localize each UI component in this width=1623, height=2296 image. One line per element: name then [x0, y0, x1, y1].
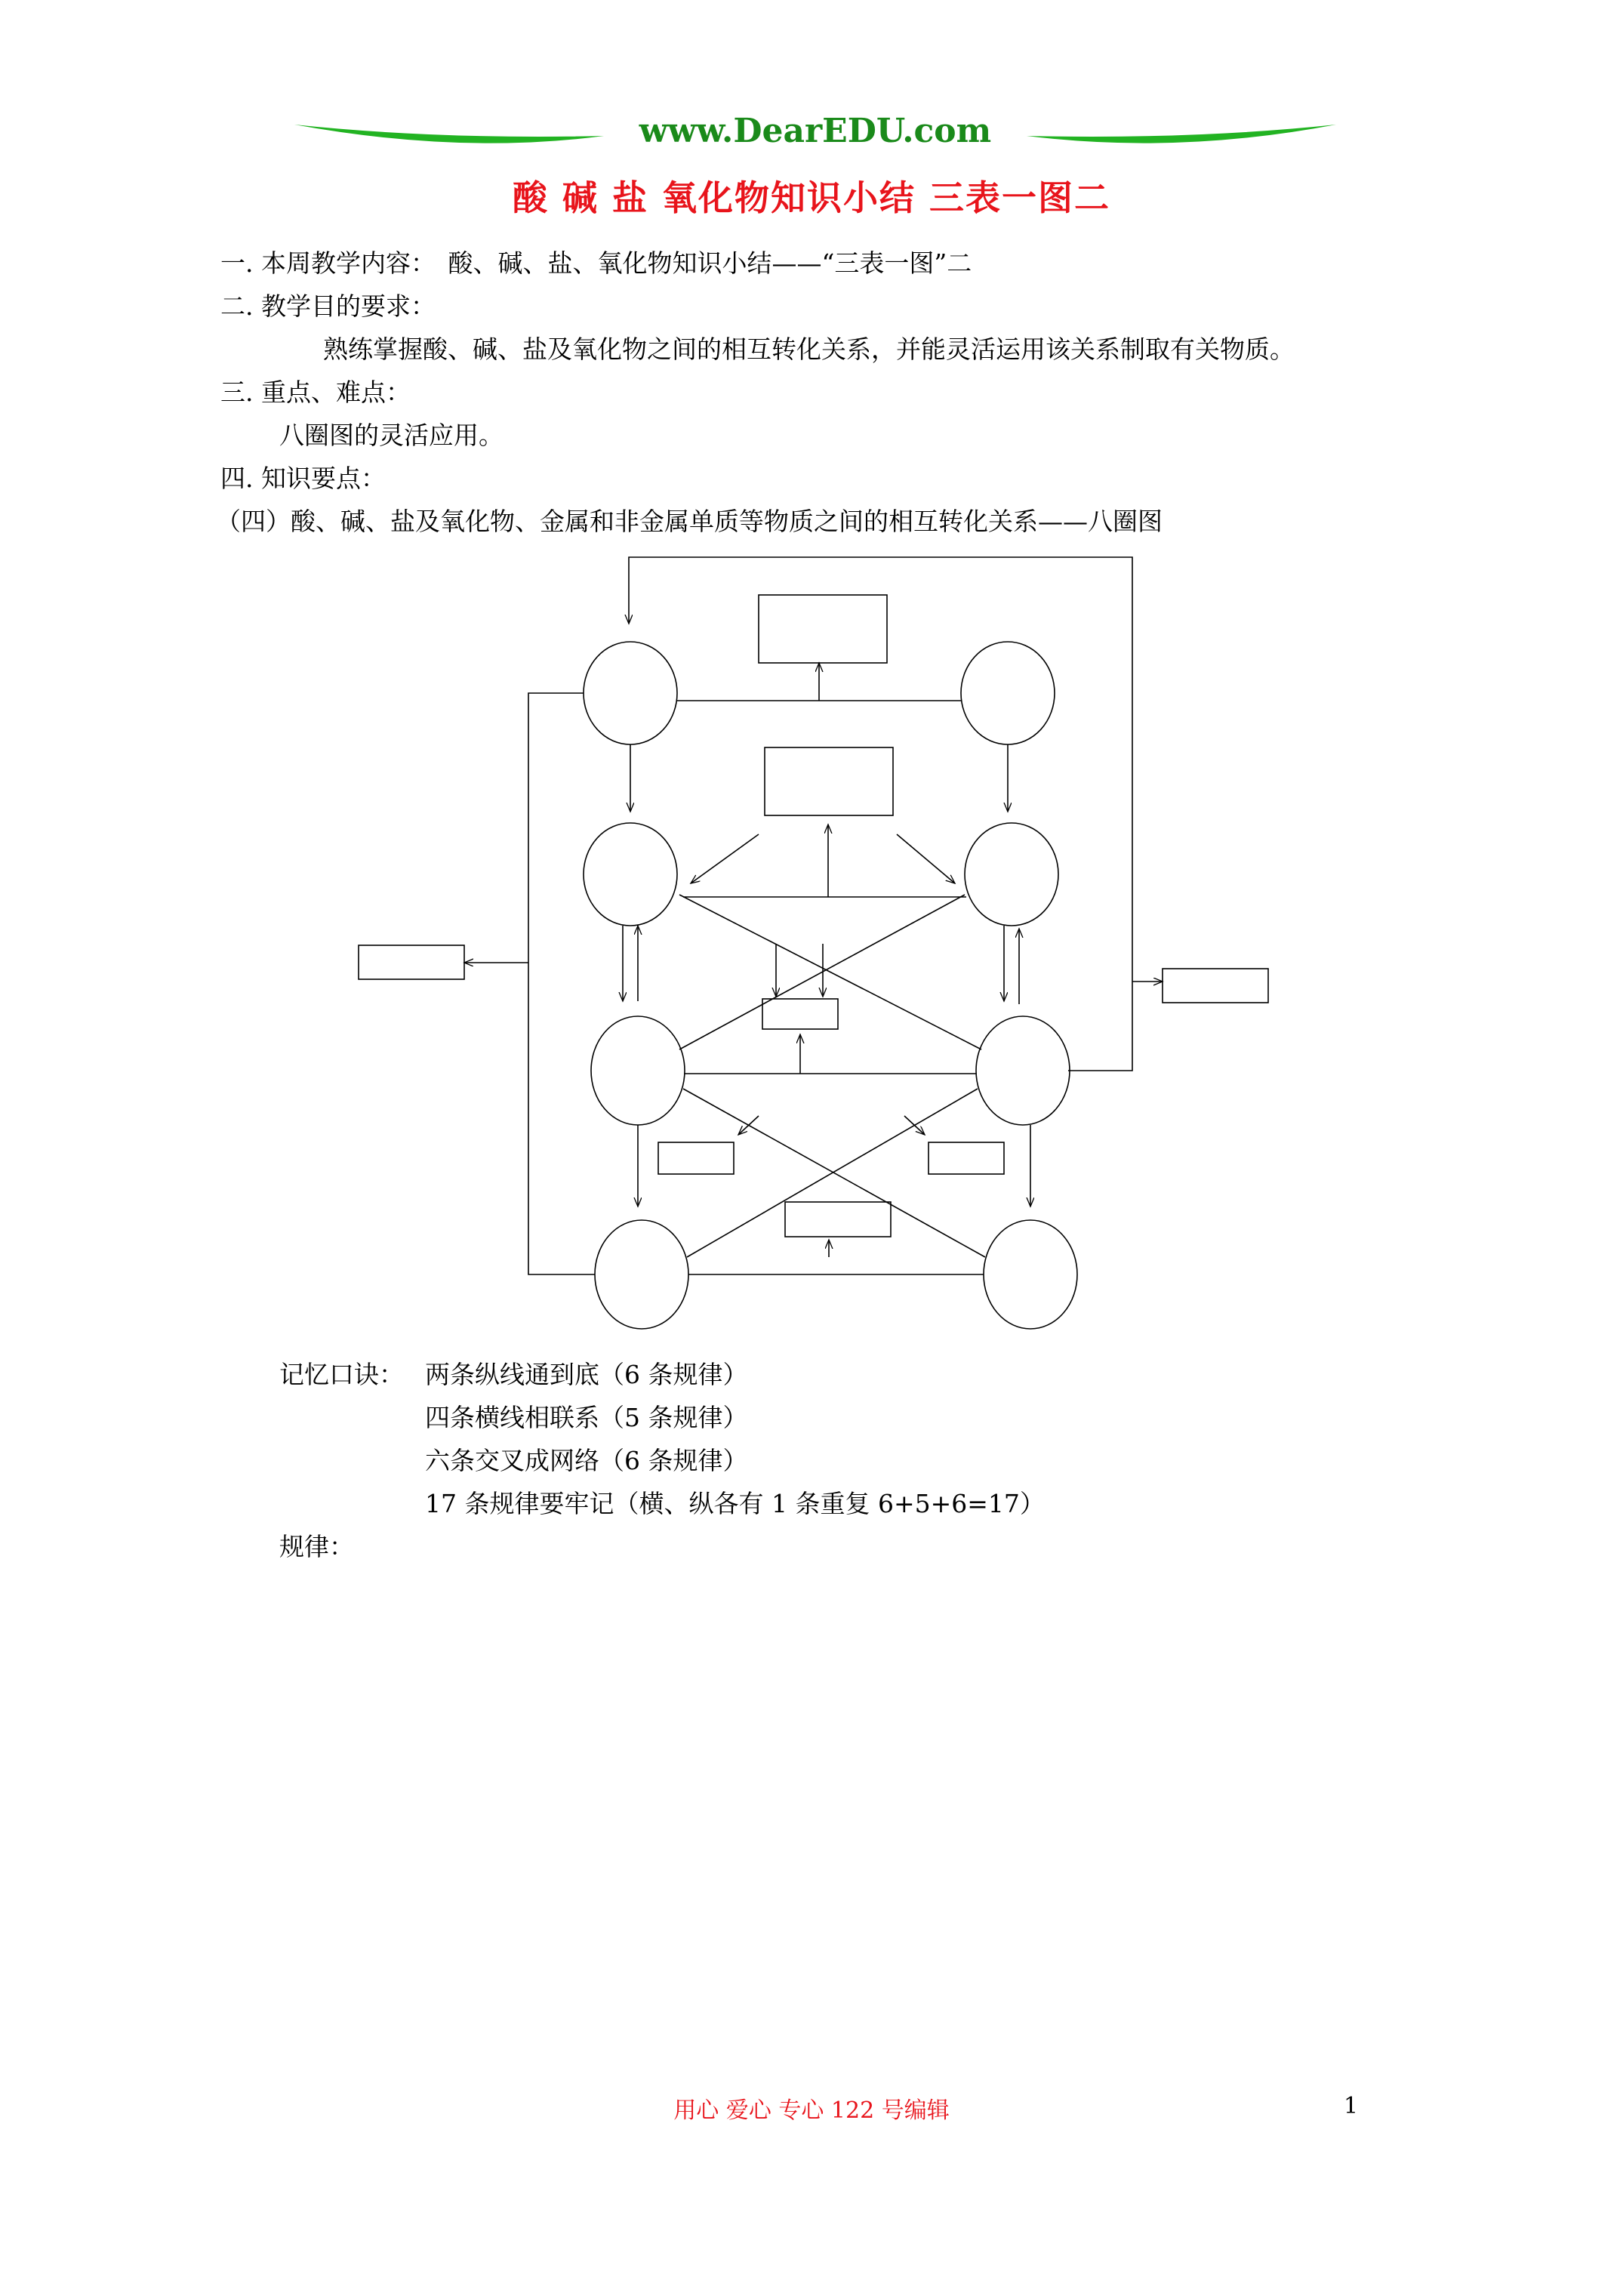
- mnemonic-line-3: 六条交叉成网络（6 条规律）: [425, 1446, 748, 1475]
- section-4: 四. 知识要点：: [220, 464, 386, 493]
- arrow-to-box-lower-left: [738, 1116, 759, 1135]
- section-2: 二. 教学目的要求：: [220, 291, 436, 321]
- site-banner: [287, 106, 1344, 166]
- section-4-sub: （四）酸、碱、盐及氧化物、金属和非金属单质等物质之间的相互转化关系——八圈图: [216, 507, 1163, 536]
- cross-line-r3l-br: [683, 1089, 985, 1257]
- cross-line-r2l-r3r: [679, 895, 981, 1049]
- mnemonic-line-4: 17 条规律要牢记（横、纵各有 1 条重复 6+5+6=17）: [425, 1489, 1045, 1518]
- cross-line-r3r-bl: [687, 1089, 978, 1257]
- circle-bottom-right: [984, 1220, 1077, 1329]
- circle-bottom-left: [595, 1220, 688, 1329]
- page-title: 酸 碱 盐 氧化物知识小结 三表一图二: [512, 177, 1111, 218]
- box-lower-center: [785, 1202, 891, 1237]
- box-top: [759, 595, 887, 663]
- circle-row2-left: [584, 823, 677, 926]
- outer-right-loop: [629, 557, 1132, 1071]
- mnemonic-line-2: 四条横线相联系（5 条规律）: [425, 1403, 748, 1432]
- box-center: [762, 999, 838, 1029]
- arrow-mid-to-right: [897, 834, 955, 883]
- outer-left-loop: [528, 693, 595, 1274]
- box-lower-left: [658, 1142, 734, 1174]
- section-1: 一. 本周教学内容： 酸、碱、盐、氧化物知识小结——“三表一图”二: [220, 248, 972, 278]
- arrow-to-box-lower-right: [904, 1116, 925, 1135]
- circle-top-right: [961, 642, 1055, 744]
- cross-line-r2r-r3l: [679, 895, 965, 1049]
- eight-circle-diagram: [347, 551, 1283, 1336]
- rules-label: 规律：: [279, 1532, 354, 1561]
- page-number: 1: [1344, 2093, 1359, 2119]
- banner-left-leaf: [294, 125, 604, 143]
- banner-site-text: www.DearEDU.com: [639, 112, 992, 150]
- section-2-body: 熟练掌握酸、碱、盐及氧化物之间的相互转化关系，并能灵活运用该关系制取有关物质。: [323, 334, 1295, 364]
- circle-row3-right: [976, 1016, 1070, 1125]
- arrow-mid-to-left: [691, 834, 759, 883]
- box-left: [359, 945, 464, 979]
- circle-top-left: [584, 642, 677, 744]
- mnemonic-line-1: 两条纵线通到底（6 条规律）: [425, 1360, 748, 1389]
- circle-row3-left: [591, 1016, 685, 1125]
- box-mid-top: [765, 747, 893, 815]
- section-3-body: 八圈图的灵活应用。: [279, 421, 504, 450]
- mnemonic-label: 记忆口诀：: [279, 1360, 404, 1389]
- page-footer: 用心 爱心 专心 122 号编辑: [673, 2097, 950, 2124]
- banner-right-leaf: [1027, 125, 1336, 143]
- box-lower-right: [929, 1142, 1004, 1174]
- section-3: 三. 重点、难点：: [220, 378, 411, 407]
- circle-row2-right: [965, 823, 1058, 926]
- box-right: [1163, 969, 1268, 1003]
